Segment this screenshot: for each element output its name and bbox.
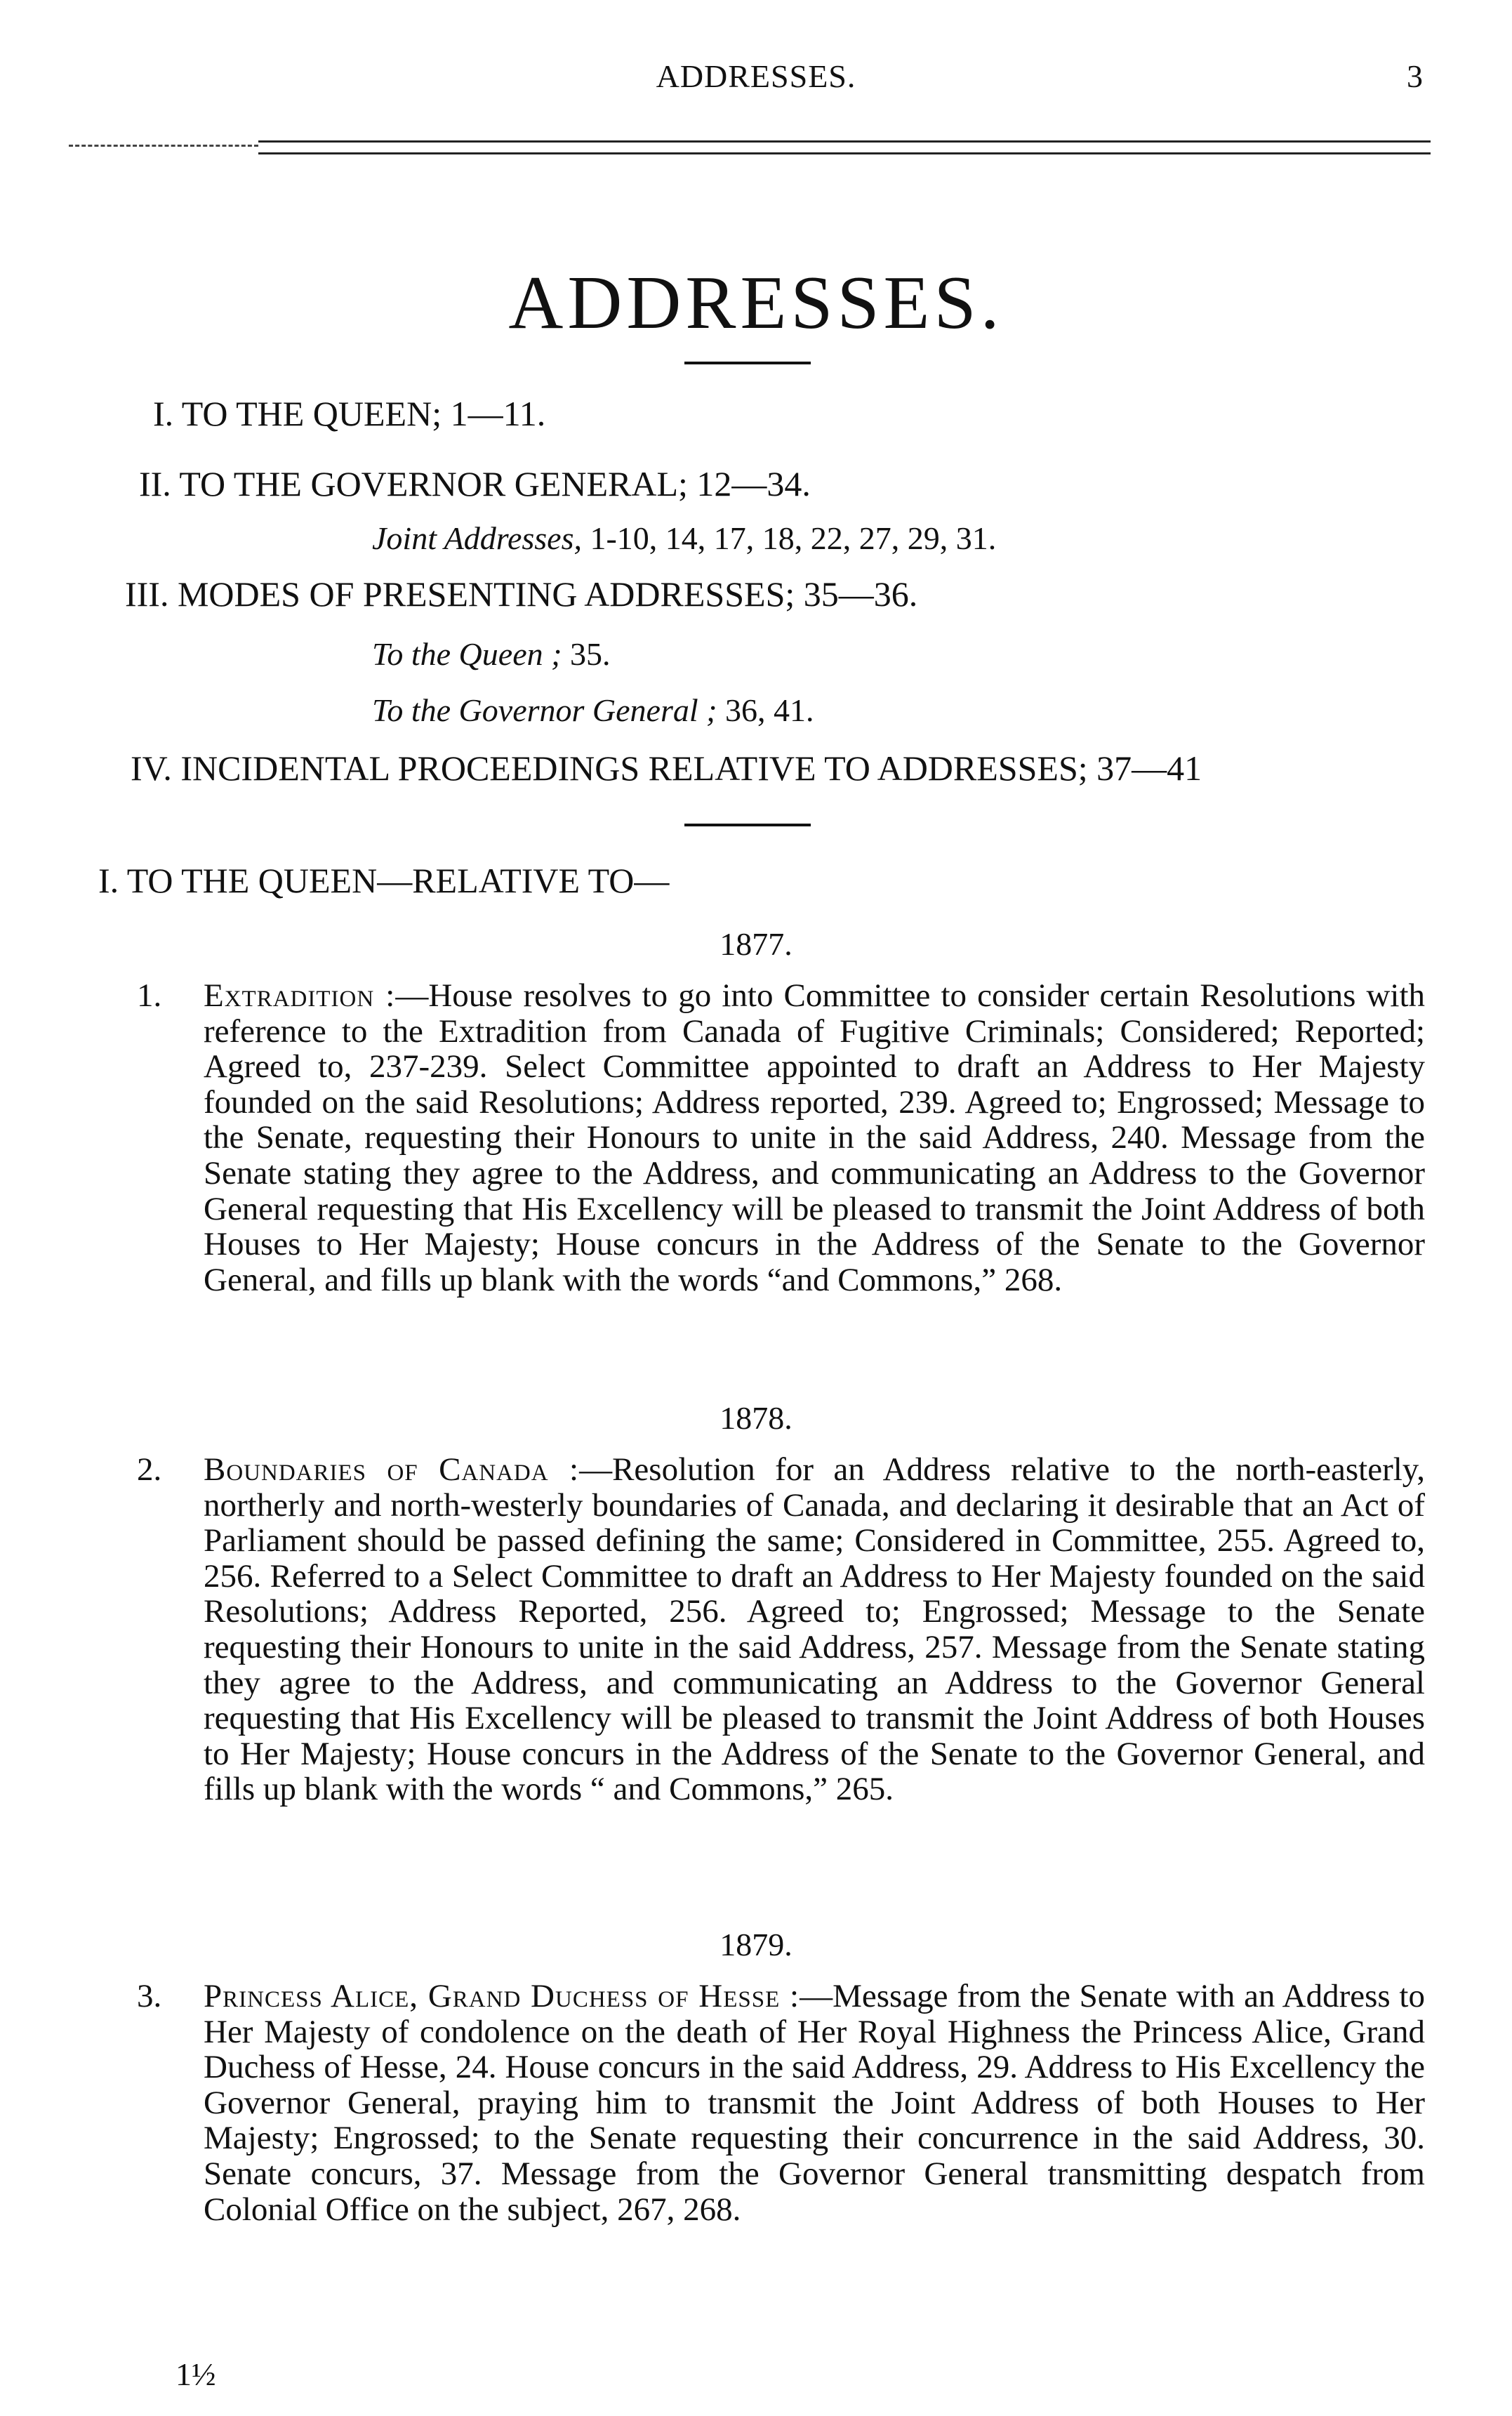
page-title: ADDRESSES. (508, 261, 1004, 345)
entry-heading: Extradition : (204, 977, 396, 1014)
signature-mark: 1½ (175, 2356, 216, 2392)
entry-2 (137, 1451, 1425, 1808)
entry-body: —Resolution for an Address relative to the north-easterly, northerly and north-westerly boundaries of Canada, and declaring it desirable that an Act of Parliament should be passed defining the same; Considered in Committee, 255. Agreed to, 256. Referred to a Select Committee to draft an Address to Her Majesty founded on the said Resolutions; Address Reported, 256. Agreed to; Engrossed; Message to the Senate requesting their Honours to unite in the said Address, 257. Message from the Senate stating they agree to the Address, and communicating an Address to the Governor General requesting that His Excellency will be pleased to transmit the Joint Address of both Houses to Her Majesty; House concurs in the Address of the Senate to the Governor General, and fills up blank with the words “ and Commons,” 265. (204, 1451, 1425, 1808)
running-header (0, 58, 1512, 100)
contents-item: IV. INCIDENTAL PROCEEDINGS RELATIVE TO ADDRESSES; 37—41 (131, 748, 1202, 788)
contents-item: II. TO THE GOVERNOR GENERAL; 12—34. (139, 464, 811, 503)
year-heading: 1877. (719, 926, 793, 962)
entry-number: 2. (137, 1451, 162, 1488)
entry-number: 3. (137, 1978, 162, 2014)
entry-number: 1. (137, 977, 162, 1014)
section-heading: I. TO THE QUEEN—RELATIVE TO— (98, 861, 670, 900)
entry-heading: Boundaries of Canada : (204, 1451, 580, 1488)
contents-subitem: Joint Addresses, 1-10, 14, 17, 18, 22, 27, 29, 31. (372, 520, 997, 556)
entry-3 (137, 1978, 1425, 2228)
entry-body: —Message from the Senate with an Address to Her Majesty of condolence on the death of Her Royal Highness the Princess Alice, Grand Duchess of Hesse, 24. House concurs in the said Address, 29. Address to His Excellency the Governor General, praying him to transmit the Joint Address of both Houses to Her Majesty; Engrossed; to the Senate requesting their concurrence in the said Address, 30. Senate concurs, 37. Message from the Governor General transmitting despatch from Colonial Office on the subject, 267, 268. (204, 1978, 1425, 2228)
section-rule (684, 824, 811, 826)
entry-heading: Princess Alice, Grand Duchess of Hesse : (204, 1978, 800, 2014)
contents-subitem: To the Queen ; 35. (372, 636, 611, 672)
year-heading: 1878. (719, 1400, 793, 1436)
contents-subitem: To the Governor General ; 36, 41. (372, 692, 814, 728)
year-heading: 1879. (719, 1927, 793, 1962)
entry-body: —House resolves to go into Committee to consider certain Resolutions with reference to the Extradition from Canada of Fugitive Criminals; Considered; Reported; Agreed to, 237-239. Select Committee appointed to draft an Address to Her Majesty founded on the said Resolutions; Address reported, 239. Agreed to; Engrossed; Message to the Senate, requesting their Honours to unite in the said Address, 240. Message from the Senate stating they agree to the Address, and communicating an Address to the Governor General requesting that His Excellency will be pleased to transmit the Joint Address of both Houses to Her Majesty; House concurs in the Address of the Senate to the Governor General, and fills up blank with the words “and Commons,” 268. (204, 977, 1426, 1298)
page-number: 3 (1407, 58, 1424, 94)
header-rule (62, 140, 1431, 154)
contents-item: III. MODES OF PRESENTING ADDRESSES; 35—36. (125, 574, 918, 614)
running-title: ADDRESSES. (656, 58, 856, 94)
entry-1 (137, 977, 1426, 1298)
contents-item: I. TO THE QUEEN; 1—11. (153, 394, 546, 433)
title-rule (684, 362, 811, 364)
